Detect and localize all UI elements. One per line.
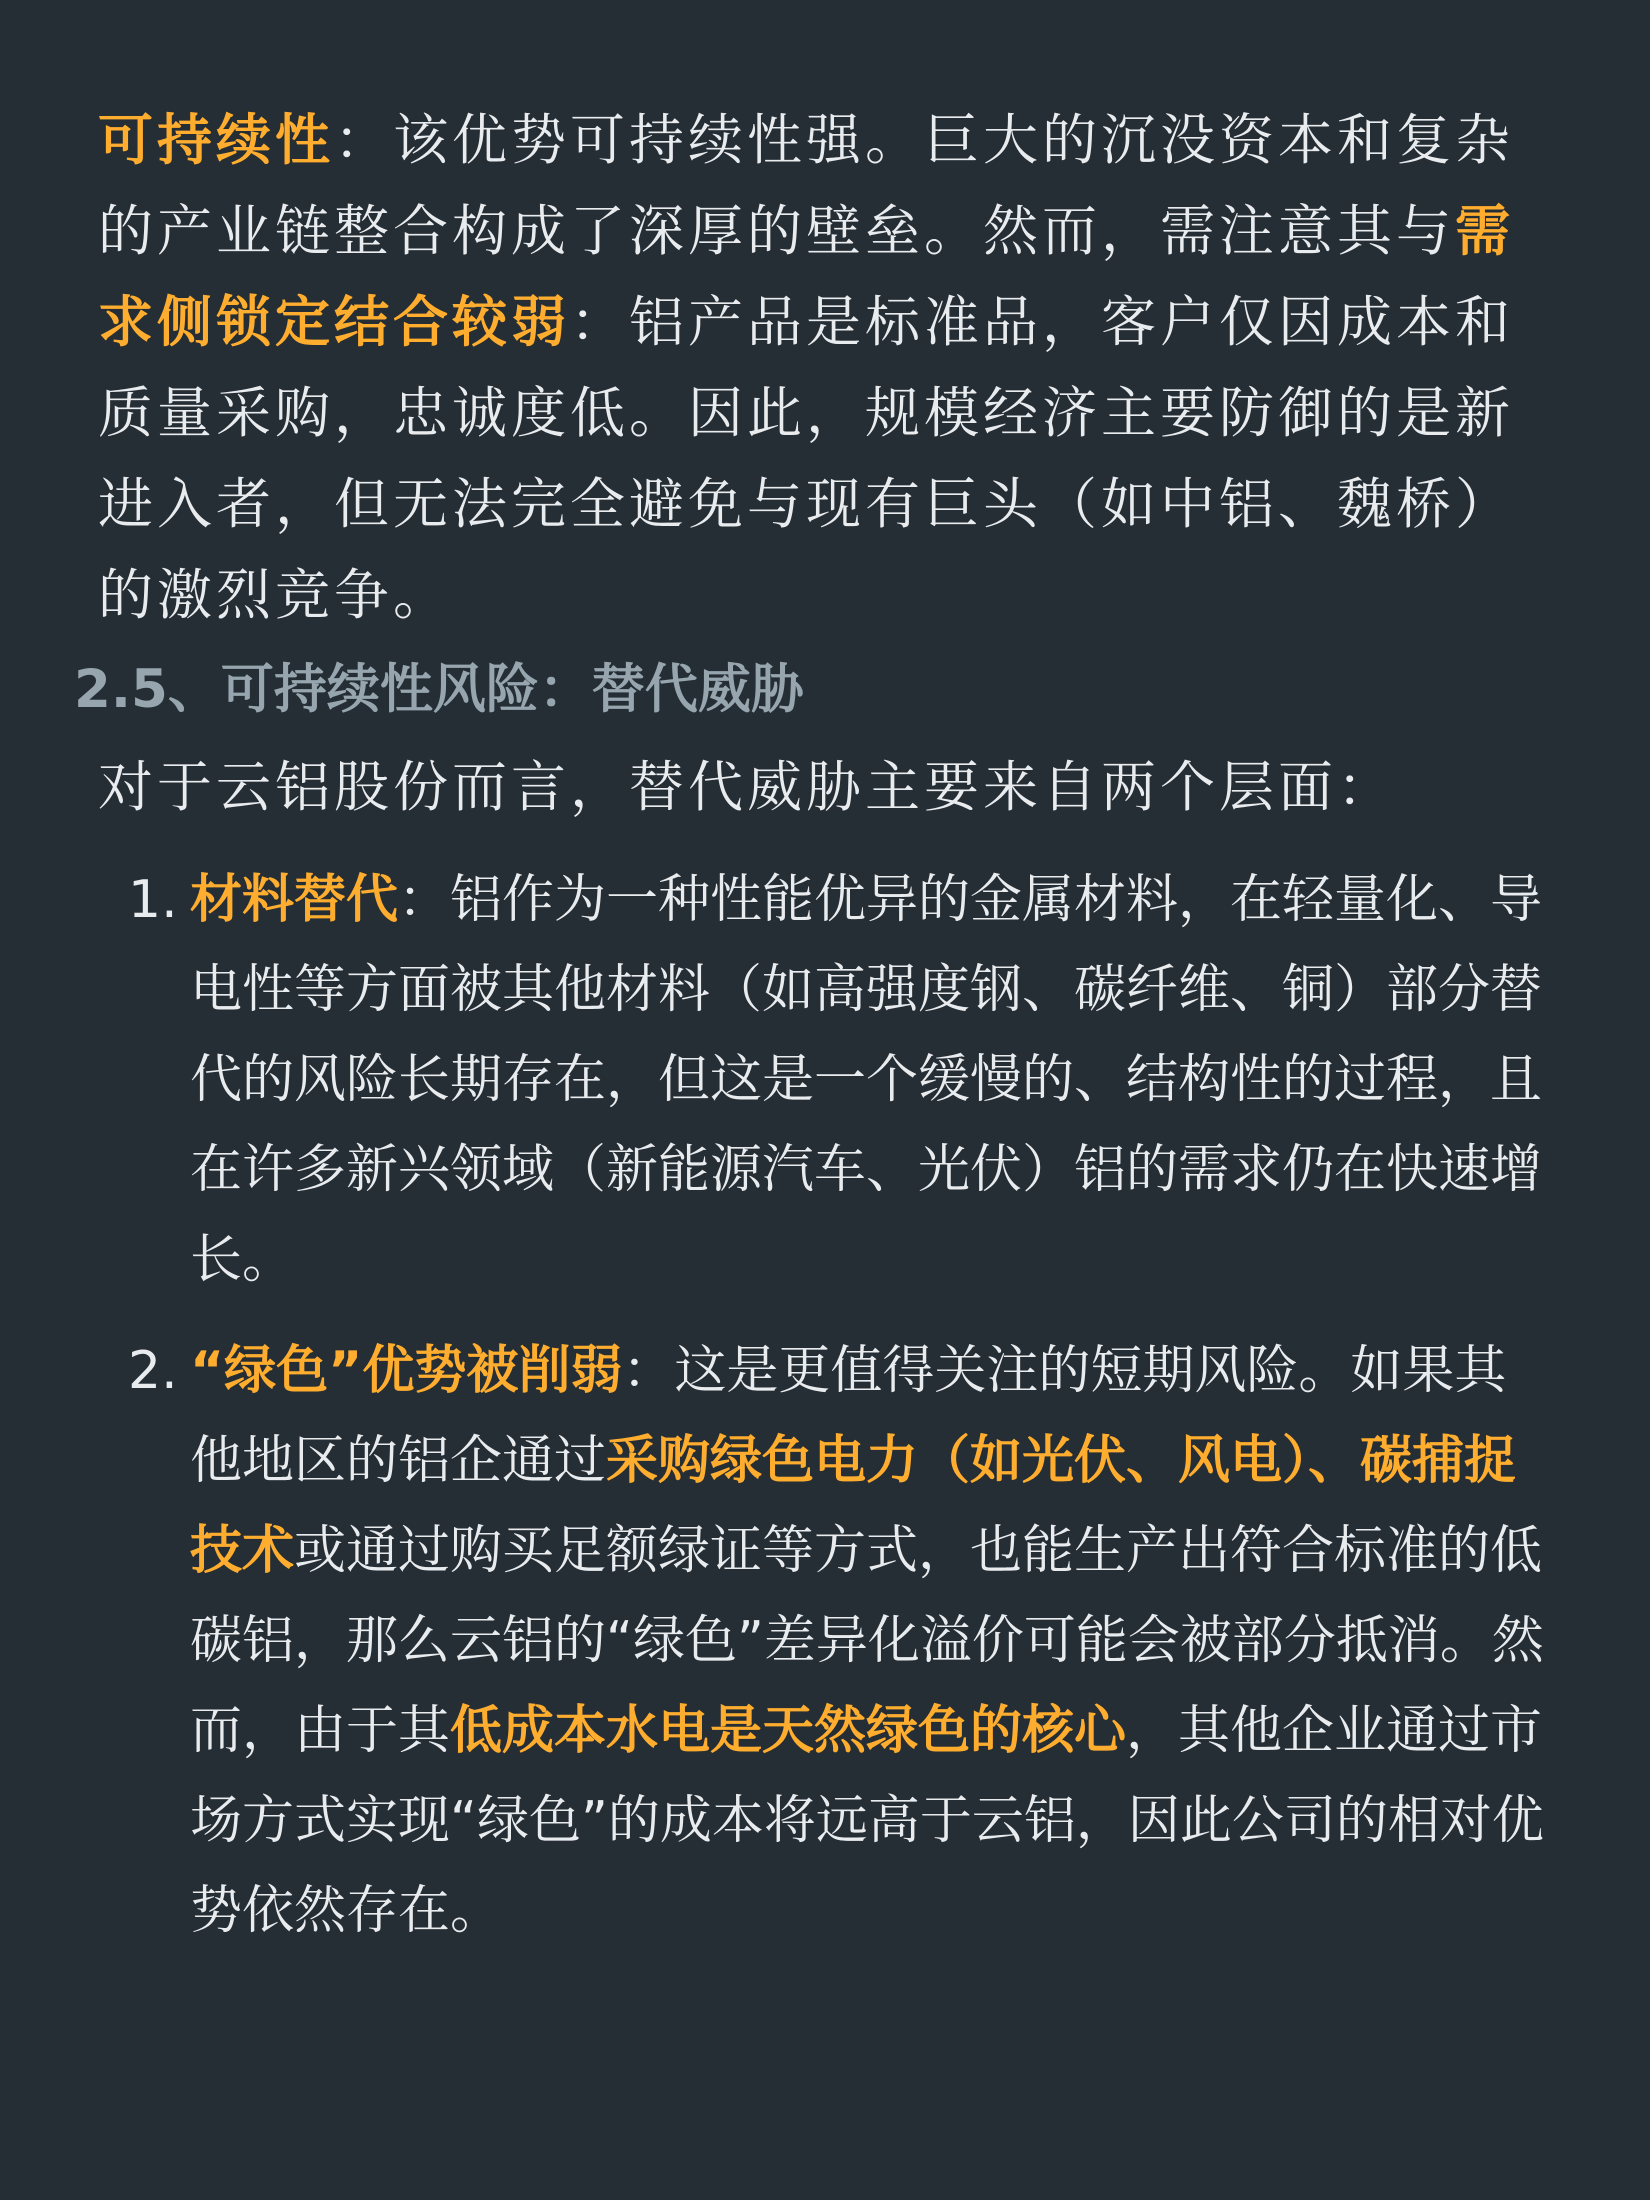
highlight-hydropower-core: 低成本水电是天然绿色的核心 [450,1701,1127,1761]
highlight-sustainability: 可持续性 [98,108,335,172]
paragraph-text: ：铝产品是标准品，客户仅因成本和质量采购，忠诚度低。因此，规模经济主要防御的是新进入者，但无法完全避免与现有巨头（如中铝、魏桥）的激烈竞争。 [98,290,1515,627]
list-number: 2. [128,1341,178,1401]
list-item-text: ：这是更值得关注的短期风险。如果其他地区的铝企通过 [190,1341,1507,1491]
highlight-green-advantage: “绿色”优势被削弱 [190,1341,623,1401]
intro-text: 对于云铝股份而言，替代威胁主要来自两个层面： [98,755,1397,819]
list-item [128,855,1555,1305]
list-number: 1. [128,870,178,930]
list-item-text: ：铝作为一种性能优异的金属材料，在轻量化、导电性等方面被其他材料（如高强度钢、碳纤维、铜）部分替代的风险长期存在，但这是一个缓慢的、结构性的过程，且在许多新兴领域（新能源汽车、光伏）铝的需求仍在快速增长。 [190,870,1543,1290]
highlight-green-power: 采购绿色电力（如光伏、风电）、碳捕捉技术 [190,1431,1517,1581]
list-item-text: 或通过购买足额绿证等方式，也能生产出符合标准的低碳铝，那么云铝的“绿色”差异化溢价可能会被部分抵消。然而，由于其 [190,1521,1544,1761]
paragraph-text: ：该优势可持续性强。巨大的沉没资本和复杂的产业链整合构成了深厚的壁垒。然而，需注意其与 [98,108,1515,263]
highlight-material-substitution: 材料替代 [190,870,399,930]
section-heading: 2.5、可持续性风险：替代威胁 [74,659,804,720]
highlight-demand-lock: 需求侧锁定结合较弱 [98,199,1515,354]
sustainability-paragraph [98,95,1538,641]
list-item-text: ，其他企业通过市场方式实现“绿色”的成本将远高于云铝，因此公司的相对优势依然存在。 [190,1701,1544,1941]
list-item [128,1326,1555,1956]
